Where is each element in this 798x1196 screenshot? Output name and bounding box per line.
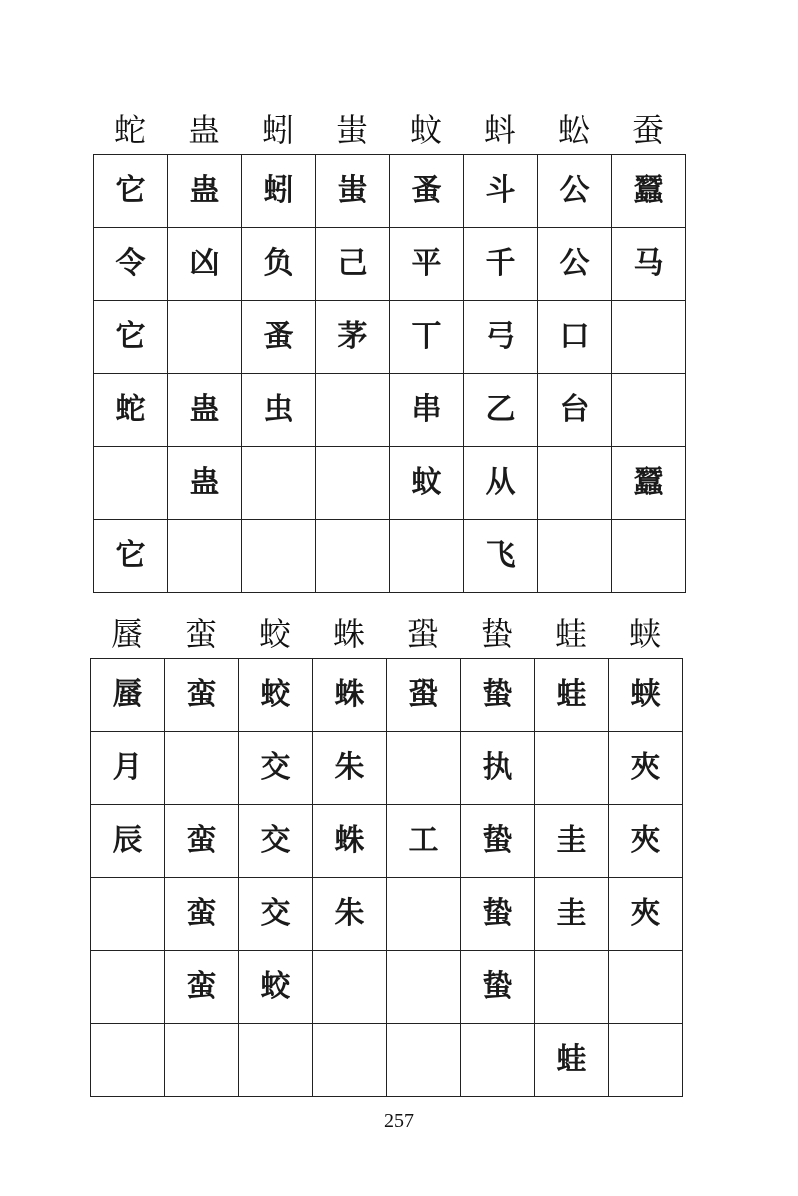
glyph-cell <box>535 659 609 732</box>
seal-glyph: 夾 <box>630 896 661 931</box>
glyph-cell <box>538 374 612 447</box>
header-char: 蚣 <box>557 111 590 149</box>
glyph-cell <box>239 805 313 878</box>
glyph-cell <box>168 301 242 374</box>
seal-glyph: 它 <box>115 173 146 208</box>
glyph-cell <box>390 301 464 374</box>
glyph-cell <box>91 1024 165 1097</box>
glyph-cell <box>94 520 168 593</box>
header-char: 蚕 <box>631 111 664 149</box>
seal-glyph: 蛮 <box>186 969 217 1004</box>
glyph-cell <box>165 805 239 878</box>
glyph-cell <box>464 228 538 301</box>
seal-glyph: 蛟 <box>260 969 291 1004</box>
seal-glyph: 蛇 <box>115 392 146 427</box>
glyph-cell <box>165 1024 239 1097</box>
glyph-cell <box>609 951 683 1024</box>
seal-glyph: 蚊 <box>411 465 442 500</box>
glyph-cell <box>316 301 390 374</box>
glyph-cell <box>387 951 461 1024</box>
glyph-cell <box>239 732 313 805</box>
glyph-cell <box>168 228 242 301</box>
glyph-cell <box>242 228 316 301</box>
glyph-cell <box>461 951 535 1024</box>
seal-glyph: 朱 <box>334 750 365 785</box>
seal-glyph: 蠶 <box>633 465 664 500</box>
glyph-cell <box>165 951 239 1024</box>
seal-glyph: 公 <box>559 246 590 281</box>
glyph-cell <box>313 878 387 951</box>
seal-glyph: 蠶 <box>633 173 664 208</box>
seal-glyph: 它 <box>115 319 146 354</box>
glyph-cell <box>242 301 316 374</box>
glyph-cell <box>242 155 316 228</box>
glyph-cell <box>165 732 239 805</box>
glyph-cell <box>609 805 683 878</box>
header-char: 蛱 <box>628 615 661 653</box>
seal-glyph: 蛛 <box>334 823 365 858</box>
section1-glyph-table <box>93 154 686 593</box>
glyph-cell <box>609 1024 683 1097</box>
header-char: 蛇 <box>113 111 146 149</box>
glyph-cell <box>91 951 165 1024</box>
glyph-cell <box>94 447 168 520</box>
glyph-cell <box>94 301 168 374</box>
seal-glyph: 蛰 <box>482 896 513 931</box>
glyph-cell <box>609 878 683 951</box>
glyph-cell <box>94 155 168 228</box>
glyph-cell <box>168 155 242 228</box>
glyph-cell <box>387 659 461 732</box>
table-row <box>91 659 683 732</box>
seal-glyph: 蛊 <box>189 173 220 208</box>
section1-header-row <box>93 110 685 150</box>
seal-glyph: 工 <box>408 823 439 858</box>
seal-glyph: 负 <box>263 246 294 281</box>
glyph-cell <box>464 301 538 374</box>
glyph-cell <box>168 374 242 447</box>
seal-glyph: 蛮 <box>186 823 217 858</box>
table-row <box>94 447 686 520</box>
seal-glyph: 蛰 <box>482 969 513 1004</box>
seal-glyph: 交 <box>260 823 291 858</box>
glyph-cell <box>316 155 390 228</box>
seal-glyph: 令 <box>115 246 146 281</box>
glyph-cell <box>538 520 612 593</box>
seal-glyph: 虫 <box>263 392 294 427</box>
glyph-cell <box>313 732 387 805</box>
glyph-cell <box>91 732 165 805</box>
header-char: 蛟 <box>258 615 291 653</box>
glyph-cell <box>313 805 387 878</box>
glyph-cell <box>316 447 390 520</box>
seal-glyph: 蚤 <box>263 319 294 354</box>
seal-glyph: 它 <box>115 538 146 573</box>
seal-glyph: 蛩 <box>408 677 439 712</box>
seal-glyph: 蛙 <box>556 677 587 712</box>
seal-glyph: 辰 <box>112 823 143 858</box>
glyph-cell <box>239 659 313 732</box>
glyph-cell <box>239 878 313 951</box>
table-row <box>94 155 686 228</box>
glyph-cell <box>535 1024 609 1097</box>
table-row <box>91 1024 683 1097</box>
glyph-cell <box>165 878 239 951</box>
glyph-cell <box>94 228 168 301</box>
seal-glyph: 公 <box>559 173 590 208</box>
table-row <box>94 520 686 593</box>
seal-glyph: 蚩 <box>337 173 368 208</box>
header-char: 蚩 <box>335 111 368 149</box>
glyph-cell <box>165 659 239 732</box>
glyph-cell <box>609 659 683 732</box>
header-char: 蛰 <box>480 615 513 653</box>
seal-glyph: 朱 <box>334 896 365 931</box>
glyph-cell <box>461 1024 535 1097</box>
glyph-cell <box>94 374 168 447</box>
seal-glyph: 台 <box>559 392 590 427</box>
header-char: 蛊 <box>187 111 220 149</box>
glyph-cell <box>168 520 242 593</box>
glyph-cell <box>239 951 313 1024</box>
glyph-cell <box>390 228 464 301</box>
seal-glyph: 蜃 <box>112 677 143 712</box>
header-char: 蚊 <box>409 111 442 149</box>
table-row <box>91 732 683 805</box>
glyph-cell <box>612 447 686 520</box>
seal-glyph: 千 <box>485 246 516 281</box>
glyph-cell <box>91 805 165 878</box>
glyph-cell <box>387 1024 461 1097</box>
section2-glyph-table <box>90 658 683 1097</box>
glyph-cell <box>390 447 464 520</box>
glyph-cell <box>390 155 464 228</box>
glyph-cell <box>538 228 612 301</box>
glyph-cell <box>387 878 461 951</box>
glyph-cell <box>612 155 686 228</box>
glyph-cell <box>464 447 538 520</box>
seal-glyph: 串 <box>411 392 442 427</box>
seal-glyph: 凶 <box>189 246 220 281</box>
glyph-cell <box>461 659 535 732</box>
seal-glyph: 夾 <box>630 750 661 785</box>
glyph-cell <box>390 374 464 447</box>
glyph-cell <box>609 732 683 805</box>
seal-glyph: 乙 <box>485 392 516 427</box>
glyph-cell <box>316 374 390 447</box>
seal-glyph: 圭 <box>556 823 587 858</box>
glyph-cell <box>612 301 686 374</box>
glyph-cell <box>535 878 609 951</box>
seal-glyph: 己 <box>337 246 368 281</box>
table-row <box>94 374 686 447</box>
glyph-cell <box>612 374 686 447</box>
seal-glyph: 蚓 <box>263 173 294 208</box>
seal-glyph: 蛊 <box>189 392 220 427</box>
seal-glyph: 圭 <box>556 896 587 931</box>
seal-glyph: 夾 <box>630 823 661 858</box>
page-number: 257 <box>384 1110 414 1132</box>
table-row <box>91 805 683 878</box>
header-char: 蚪 <box>483 111 516 149</box>
header-char: 蚓 <box>261 111 294 149</box>
seal-glyph: 蛱 <box>630 677 661 712</box>
header-char: 蛮 <box>184 615 217 653</box>
glyph-cell <box>464 520 538 593</box>
seal-glyph: 弓 <box>485 319 516 354</box>
table-row <box>94 301 686 374</box>
seal-glyph: 口 <box>559 319 590 354</box>
seal-glyph: 茅 <box>337 319 368 354</box>
glyph-cell <box>535 732 609 805</box>
seal-glyph: 交 <box>260 750 291 785</box>
table-row <box>94 228 686 301</box>
seal-glyph: 马 <box>633 246 664 281</box>
table-row <box>91 878 683 951</box>
table-row <box>91 951 683 1024</box>
seal-glyph: 斗 <box>485 173 516 208</box>
glyph-cell <box>464 374 538 447</box>
header-char: 蛛 <box>332 615 365 653</box>
seal-glyph: 执 <box>482 750 513 785</box>
glyph-cell <box>461 805 535 878</box>
seal-glyph: 月 <box>112 750 143 785</box>
seal-glyph: 蛙 <box>556 1042 587 1077</box>
seal-glyph: 蛊 <box>189 465 220 500</box>
glyph-cell <box>387 805 461 878</box>
glyph-cell <box>91 878 165 951</box>
header-char: 蛙 <box>554 615 587 653</box>
glyph-cell <box>390 520 464 593</box>
glyph-cell <box>461 732 535 805</box>
glyph-cell <box>242 520 316 593</box>
header-char: 蛩 <box>406 615 439 653</box>
glyph-cell <box>535 951 609 1024</box>
glyph-cell <box>316 228 390 301</box>
glyph-cell <box>91 659 165 732</box>
glyph-cell <box>313 951 387 1024</box>
glyph-cell <box>387 732 461 805</box>
seal-glyph: 蛰 <box>482 677 513 712</box>
glyph-cell <box>316 520 390 593</box>
glyph-cell <box>612 228 686 301</box>
glyph-cell <box>239 1024 313 1097</box>
seal-glyph: 交 <box>260 896 291 931</box>
glyph-cell <box>313 659 387 732</box>
seal-glyph: 蛟 <box>260 677 291 712</box>
seal-glyph: 蛛 <box>334 677 365 712</box>
glyph-cell <box>538 155 612 228</box>
glyph-cell <box>538 301 612 374</box>
glyph-cell <box>313 1024 387 1097</box>
seal-glyph: 蚤 <box>411 173 442 208</box>
seal-glyph: 平 <box>411 246 442 281</box>
glyph-cell <box>461 878 535 951</box>
seal-glyph: 蛮 <box>186 677 217 712</box>
glyph-cell <box>535 805 609 878</box>
glyph-cell <box>464 155 538 228</box>
header-char: 蜃 <box>110 615 143 653</box>
seal-glyph: 飞 <box>485 538 516 573</box>
glyph-cell <box>168 447 242 520</box>
glyph-cell <box>242 374 316 447</box>
seal-glyph: 蛰 <box>482 823 513 858</box>
glyph-cell <box>612 520 686 593</box>
seal-glyph: 从 <box>485 465 516 500</box>
seal-glyph: 蛮 <box>186 896 217 931</box>
glyph-cell <box>242 447 316 520</box>
seal-glyph: 丅 <box>411 319 442 354</box>
section2-header-row <box>90 614 682 654</box>
glyph-cell <box>538 447 612 520</box>
